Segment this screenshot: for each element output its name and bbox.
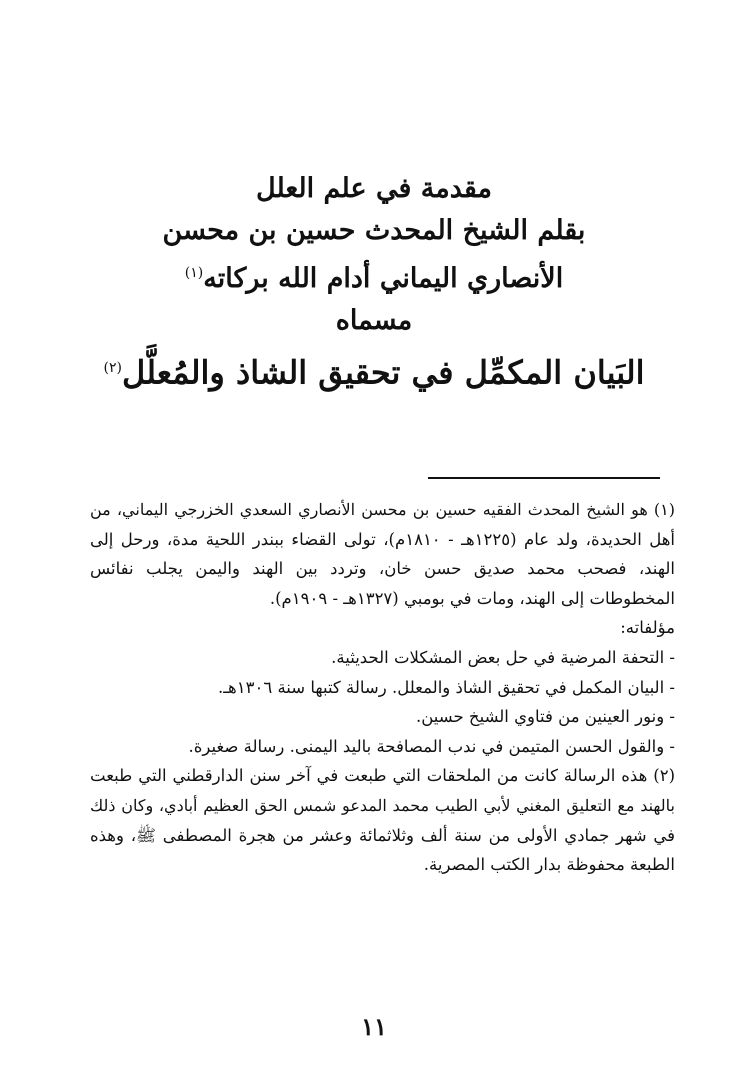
footnote-ref-1: (١) <box>184 265 204 281</box>
footnote-line: الطبعة محفوظة بدار الكتب المصرية. <box>423 855 675 875</box>
page-number: ١١ <box>361 1012 387 1041</box>
book-title <box>90 342 658 399</box>
footnote-divider <box>428 477 660 479</box>
title-line-2: بقلم الشيخ المحدث حسين بن محسن <box>162 215 586 246</box>
footnote-list-item: - ونور العينين من فتاوي الشيخ حسين. <box>415 707 675 727</box>
title-line-3-text: الأنصاري اليماني أدام الله بركاته <box>203 263 564 294</box>
footnotes <box>90 495 675 880</box>
footnote-line: (١) هو الشيخ المحدث الفقيه حسين بن محسن الأنصاري السعدي الخزرجي اليماني، من <box>90 500 675 519</box>
footnote-line: المخطوطات إلى الهند، ومات في بومبي (١٣٢٧هـ - ١٩٠٩م). <box>269 588 675 608</box>
footnote-list-item: - والقول الحسن المتيمن في ندب المصافحة باليد اليمنى. رسالة صغيرة. <box>188 736 675 756</box>
footnote-line: (٢) هذه الرسالة كانت من الملحقات التي طبعت في آخر سنن الدارقطني التي طبعت <box>90 766 675 786</box>
footnote-line: أهل الحديدة، ولد عام (١٢٢٥هـ - ١٨١٠م)، تولى القضاء ببندر اللحية مدة، ورحل إلى <box>90 529 675 549</box>
footnote-line: مؤلفاته: <box>620 618 675 638</box>
footnote-list-item: - التحفة المرضية في حل بعض المشكلات الحديثية. <box>331 647 675 667</box>
title-block <box>90 168 658 399</box>
title-line-3 <box>90 252 658 300</box>
title-line-4: مسماه <box>335 305 413 336</box>
footnote-line: بالهند مع التعليق المغني لأبي الطيب محمد المدعو شمس الحق العظيم أبادي، وكان ذلك <box>90 795 675 815</box>
footnote-line: الهند، فصحب محمد صديق حسن خان، وتردد بين الهند واليمن يجلب نفائس <box>90 559 675 579</box>
footnote-ref-2: (٢) <box>103 360 122 376</box>
footnote-list-item: - البيان المكمل في تحقيق الشاذ والمعلل. رسالة كتبها سنة ١٣٠٦هـ. <box>217 677 675 697</box>
title-line-1: مقدمة في علم العلل <box>256 173 492 204</box>
book-title-text: البَيان المكمِّل في تحقيق الشاذ والمُعلَّل <box>121 353 645 392</box>
footnote-line: في شهر جمادي الأولى من سنة ألف وثلاثمائة وعشر من هجرة المصطفى ﷺ، وهذه <box>90 825 675 845</box>
